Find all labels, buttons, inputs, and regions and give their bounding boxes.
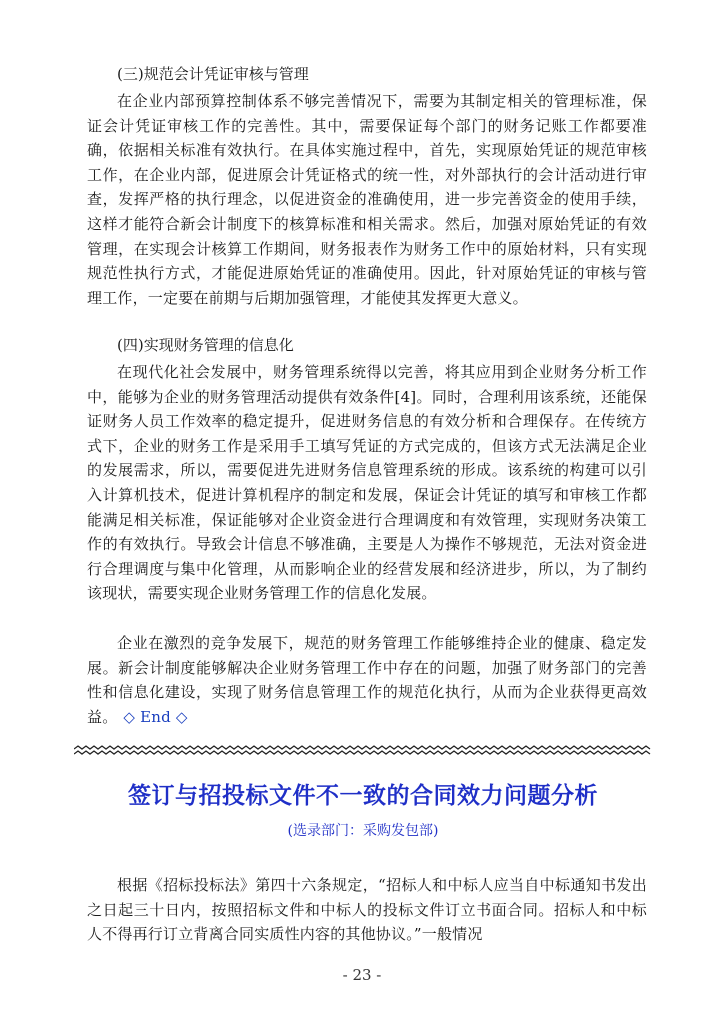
end-mark: ◇ End ◇ — [123, 707, 188, 726]
article-subtitle: (选录部门：采购发包部) — [287, 823, 439, 839]
section-3-heading: (三)规范会计凭证审核与管理 — [117, 65, 309, 83]
section-4-paragraph: 在现代化社会发展中，财务管理系统得以完善，将其应用到企业财务分析工作中，能够为企业的财务管理活动提供有效条件[4]。同时，合理利用该系统，还能保证财务人员工作效率的稳定提升，促进财务信息的有效分析和合理保存。在传统方式下，企业的财务工作是采用手工填写凭证的方式完成的，但该方式无法满足企业的发展需求，所以，需要促进先进财务信息管理系统的形成。该系统的构建可以引入计算机技术，促进计算机程序的制定和发展，保证会计凭证的填写和审核工作都能满足相关标准，保证能够对企业资金进行合理调度和有效管理，实现财务决策工作的有效执行。导致会计信息不够准确，主要是人为操作不够规范，无法对资金进行合理调度与集中化管理，从而影响企业的经营发展和经济进步，所以，为了制约该现状，需要实现企业财务管理工作的信息化发展。 — [87, 363, 647, 603]
page-number: - 23 - — [342, 966, 382, 984]
wavy-divider — [74, 743, 652, 757]
article-intro-paragraph: 根据《招标投标法》第四十六条规定，“招标人和中标人应当自中标通知书发出之日起三十日内，按照招标文件和中标人的投标文件订立书面合同。招标人和中标人不得再行订立背离合同实质性内容的其他协议。”一般情况 — [87, 876, 647, 944]
article-title: 签订与招投标文件不一致的合同效力问题分析 — [128, 783, 598, 809]
section-4-heading: (四)实现财务管理的信息化 — [117, 336, 294, 354]
conclusion-text: 企业在激烈的竞争发展下，规范的财务管理工作能够维持企业的健康、稳定发展。新会计制度能够解决企业财务管理工作中存在的问题，加强了财务部门的完善性和信息化建设，实现了财务信息管理工作的规范化执行，从而为企业获得更高效益。 — [87, 634, 647, 726]
conclusion-paragraph — [87, 631, 647, 729]
section-3-paragraph: 在企业内部预算控制体系不够完善情况下，需要为其制定相关的管理标准，保证会计凭证审核工作的完善性。其中，需要保证每个部门的财务记账工作都要准确，依据相关标准有效执行。在具体实施过程中，首先，实现原始凭证的规范审核工作，在企业内部，促进原会计凭证格式的统一性，对外部执行的会计活动进行审查，发挥严格的执行理念，以促进资金的准确使用，进一步完善资金的使用手续，这样才能符合新会计制度下的核算标准和相关需求。然后，加强对原始凭证的有效管理，在实现会计核算工作期间，财务报表作为财务工作中的原始材料，只有实现规范性执行方式，才能促进原始凭证的准确使用。因此，针对原始凭证的审核与管理工作，一定要在前期与后期加强管理，才能使其发挥更大意义。 — [87, 92, 647, 307]
